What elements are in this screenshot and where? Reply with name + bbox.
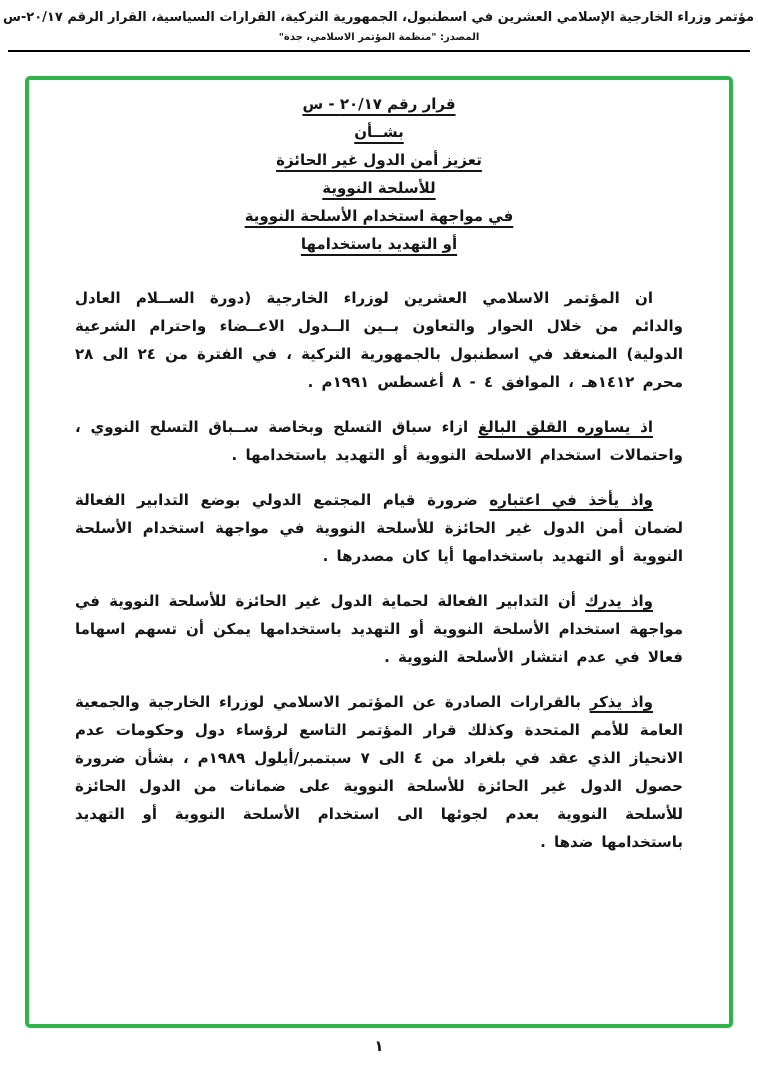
title-line-subject-3: في مواجهة استخدام الأسلحة النووية bbox=[244, 207, 514, 225]
document-page bbox=[0, 10, 758, 1055]
paragraph-considering bbox=[75, 486, 683, 570]
paragraph-lead: واذ يدرك bbox=[585, 592, 653, 610]
paragraph-lead: اذ يساوره القلق البالغ bbox=[477, 418, 653, 436]
page-number: ١ bbox=[374, 1037, 384, 1055]
paragraph-concern bbox=[75, 413, 683, 469]
header-divider bbox=[8, 50, 750, 52]
paragraph-body: ازاء سباق التسلح وبخاصة ســباق التسلح النووي ، واحتمالات استخدام الاسلحة النووية أو التهديد باستخدامها . bbox=[75, 418, 683, 464]
title-line-subject-1: تعزيز أمن الدول غير الحائزة bbox=[276, 151, 482, 169]
paragraph-recalling bbox=[75, 688, 683, 856]
paragraph-body: أن التدابير الفعالة لحماية الدول غير الحائزة للأسلحة النووية في مواجهة استخدام الأسلحة النووية أو التهديد باستخدامها يمكن أن تسهم اسهاما فعالا في عدم انتشار الأسلحة النووية . bbox=[75, 592, 683, 666]
paragraph-recognizing bbox=[75, 587, 683, 671]
document-body-frame bbox=[25, 76, 733, 1028]
paragraph-body: ضرورة قيام المجتمع الدولي بوضع التدابير الفعالة لضمان أمن الدول غير الحائزة للأسلحة النووية في مواجهة استخدام الأسلحة النووية أو التهديد باستخدامها أيا كان مصدرها . bbox=[75, 491, 683, 565]
title-line-regarding: بشــأن bbox=[354, 123, 404, 141]
title-line-subject-2: للأسلحة النووية bbox=[322, 179, 436, 197]
title-line-subject-4: أو التهديد باستخدامها bbox=[300, 235, 458, 253]
document-header bbox=[0, 10, 758, 43]
paragraph-body: ان المؤتمر الاسلامي العشرين لوزراء الخارجية (دورة الســلام العادل والدائم من خلال الحوار والتعاون بــين الــدول الاعــضاء واحترام الشرعية الدولية) المنعقد في اسطنبول بالجمهورية التركية ، في الفترة من ٢٤ الى ٢٨ محرم ١٤١٢هـ ، الموافق ٤ - ٨ أغسطس ١٩٩١م . bbox=[75, 289, 683, 391]
paragraph-lead: واذ يأخذ في اعتباره bbox=[489, 491, 654, 509]
resolution-title-block bbox=[75, 90, 683, 258]
paragraph-body: بالقرارات الصادرة عن المؤتمر الاسلامي لوزراء الخارجية والجمعية العامة للأمم المتحدة وكذلك قرار المؤتمر التاسع لرؤساء دول وحكومات عدم الانحياز الذي عقد في بلغراد من ٤ الى ٧ سبتمبر/أيلول ١٩٨٩م ، بشأن ضرورة حصول الدول غير الحائزة للأسلحة النووية على ضمانات من الدول الحائزة للأسلحة النووية بعدم لجوئها الى استخدام الأسلحة النووية أو التهديد باستخدامها ضدها . bbox=[75, 693, 683, 851]
title-line-resolution-number: قرار رقم ٢٠/١٧ - س bbox=[302, 95, 456, 113]
paragraph-preamble bbox=[75, 284, 683, 396]
header-source: المصدر: "منظمة المؤتمر الاسلامي، جدة" bbox=[278, 32, 480, 43]
paragraph-lead: واذ يذكر bbox=[589, 693, 653, 711]
header-title: مؤتمر وزراء الخارجية الإسلامي العشرين في اسطنبول، الجمهورية التركية، القرارات السياسية، القرار الرقم ٢٠/١٧-س bbox=[2, 10, 754, 25]
